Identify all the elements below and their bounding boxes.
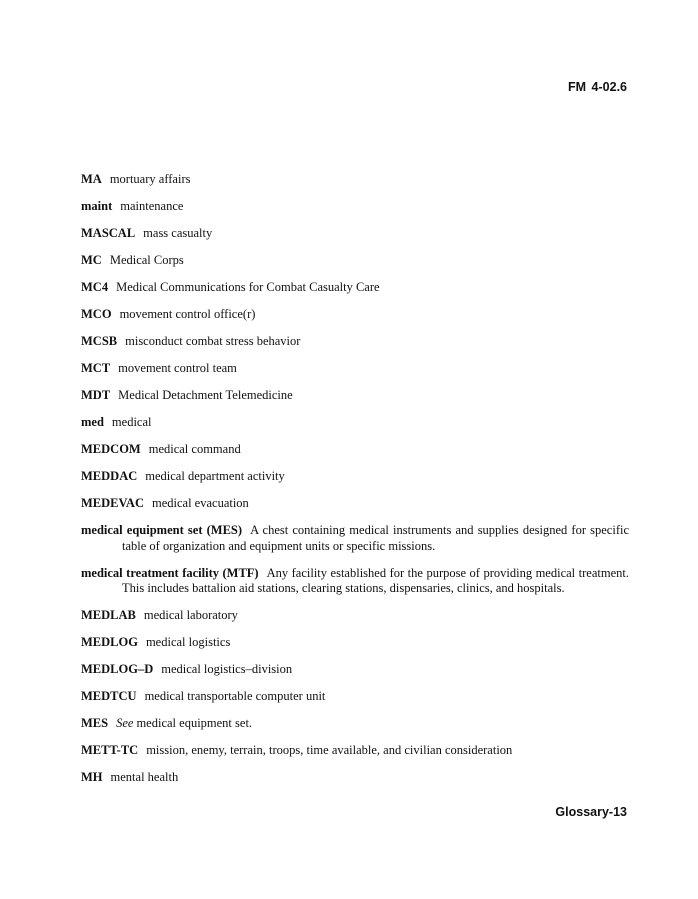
glossary-term: MH: [81, 770, 103, 784]
glossary-definition: movement control office(r): [119, 307, 256, 321]
glossary-term: MCO: [81, 307, 112, 321]
glossary-entry-medlog: [81, 635, 629, 651]
glossary-term: med: [81, 415, 104, 429]
glossary-definition: mental health: [110, 770, 179, 784]
glossary-term: MEDCOM: [81, 442, 141, 456]
glossary-term: medical treatment facility (MTF): [81, 565, 259, 580]
glossary-definition: medical laboratory: [143, 608, 238, 622]
glossary-entry-mh: [81, 770, 629, 786]
glossary-term: MEDTCU: [81, 689, 137, 703]
glossary-definition: misconduct combat stress behavior: [125, 334, 301, 348]
glossary-entry-medevac: [81, 496, 629, 512]
glossary-term: MEDLAB: [81, 608, 136, 622]
glossary-term: MEDEVAC: [81, 496, 144, 510]
glossary-entry-mascal: [81, 226, 629, 242]
glossary-definition: medical equipment set.: [136, 716, 253, 730]
glossary-entry-medical-equipment-set: [81, 523, 629, 554]
glossary-list: [81, 172, 629, 797]
glossary-term: MCSB: [81, 334, 118, 348]
glossary-term: MES: [81, 716, 109, 730]
glossary-definition: medical logistics–division: [161, 662, 293, 676]
glossary-entry-mco: [81, 307, 629, 323]
glossary-term: MEDLOG–D: [81, 662, 154, 676]
glossary-term: MC: [81, 253, 102, 267]
glossary-definition: Medical Corps: [109, 253, 184, 267]
glossary-definition: medical command: [148, 442, 241, 456]
glossary-entry-med: [81, 415, 629, 431]
glossary-entry-mes: [81, 716, 629, 732]
glossary-entry-mcsb: [81, 334, 629, 350]
glossary-definition: Any facility established for the purpose of providing medical treatment. This includes battalion aid stations, clearing stations, dispensaries, clinics, and hospitals.: [122, 565, 629, 595]
glossary-entry-meddac: [81, 469, 629, 485]
glossary-entry-medlog-d: [81, 662, 629, 678]
glossary-definition: medical evacuation: [151, 496, 249, 510]
glossary-entry-medcom: [81, 442, 629, 458]
glossary-definition: medical logistics: [145, 635, 231, 649]
glossary-definition: medical: [111, 415, 152, 429]
glossary-definition: mass casualty: [143, 226, 213, 240]
glossary-definition: medical department activity: [145, 469, 285, 483]
glossary-definition: movement control team: [118, 361, 237, 375]
glossary-entry-mdt: [81, 388, 629, 404]
glossary-term: MEDLOG: [81, 635, 138, 649]
glossary-entry-medical-treatment-facility: [81, 566, 629, 597]
page-number-footer: Glossary-13: [555, 805, 627, 819]
glossary-term: MC4: [81, 280, 109, 294]
glossary-term: MDT: [81, 388, 111, 402]
glossary-entry-mc: [81, 253, 629, 269]
glossary-entry-mc4: [81, 280, 629, 296]
glossary-entry-medlab: [81, 608, 629, 624]
glossary-definition: medical transportable computer unit: [144, 689, 326, 703]
glossary-definition: A chest containing medical instruments and supplies designed for specific table of organization and equipment units or specific missions.: [122, 523, 629, 553]
glossary-definition: Medical Detachment Telemedicine: [118, 388, 293, 402]
glossary-entry-maint: [81, 199, 629, 215]
glossary-entry-ma: [81, 172, 629, 188]
glossary-entry-mct: [81, 361, 629, 377]
glossary-term: MCT: [81, 361, 111, 375]
document-id-header: FM 4-02.6: [568, 80, 627, 94]
glossary-definition: maintenance: [120, 199, 184, 213]
glossary-term: MA: [81, 172, 102, 186]
glossary-definition: mission, enemy, terrain, troops, time available, and civilian consideration: [146, 743, 513, 757]
glossary-entry-medtcu: [81, 689, 629, 705]
glossary-definition: mortuary affairs: [109, 172, 191, 186]
glossary-term: METT-TC: [81, 743, 139, 757]
glossary-definition: Medical Communications for Combat Casualty Care: [116, 280, 380, 294]
glossary-term: maint: [81, 199, 113, 213]
glossary-term: MEDDAC: [81, 469, 138, 483]
glossary-entry-mett-tc: [81, 743, 629, 759]
glossary-term: MASCAL: [81, 226, 136, 240]
see-reference: See: [116, 716, 134, 730]
glossary-term: medical equipment set (MES): [81, 523, 243, 537]
